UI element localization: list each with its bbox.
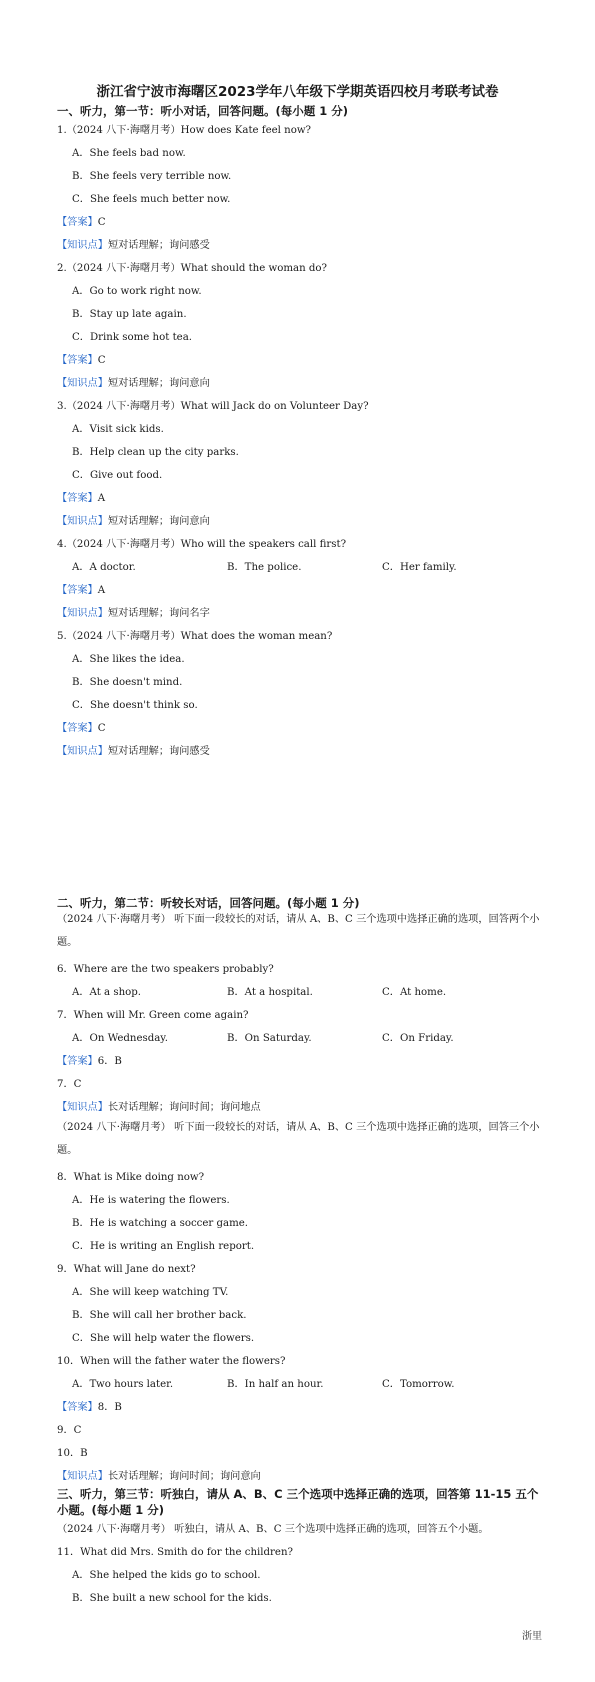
q5-option-a: A．She likes the idea.	[72, 654, 185, 665]
q3-option-a: A．Visit sick kids.	[72, 424, 164, 435]
question-7: 7．When will Mr. Green come again?	[57, 1010, 249, 1021]
q9-option-a: A．She will keep watching TV.	[72, 1287, 229, 1298]
q7-option-a: A．On Wednesday.	[72, 1033, 168, 1044]
question-3: 3.（2024 八下·海曙月考）What will Jack do on Volunteer Day?	[57, 401, 369, 412]
q1-answer: 【答案】C	[57, 217, 106, 228]
q1-option-b: B．She feels very terrible now.	[72, 171, 232, 182]
exam-title: 浙江省宁波市海曙区2023学年八年级下学期英语四校月考联考试卷	[96, 84, 499, 100]
section-2-heading: 二、听力，第二节：听较长对话，回答问题。(每小题 1 分)	[57, 896, 360, 910]
q6-option-b: B．At a hospital.	[227, 987, 313, 998]
section-3-intro: （2024 八下·海曙月考） 听独白，请从 A、B、C 三个选项中选择正确的选项，回答五个小题。	[57, 1524, 489, 1535]
question-2: 2.（2024 八下·海曙月考）What should the woman do?	[57, 263, 328, 274]
q2-answer: 【答案】C	[57, 355, 106, 366]
q4-answer: 【答案】A	[57, 585, 106, 596]
q4-option-b: B．The police.	[227, 562, 302, 573]
section-2-intro-1: （2024 八下·海曙月考） 听下面一段较长的对话，请从 A、B、C 三个选项中选择正确的选项，回答两个小题。	[57, 914, 540, 948]
question-5: 5.（2024 八下·海曙月考）What does the woman mean?	[57, 631, 333, 642]
page-footer: 浙里	[522, 1631, 542, 1642]
q8-10-answer: 【答案】8．B	[57, 1402, 122, 1413]
q9-option-c: C．She will help water the flowers.	[72, 1333, 255, 1344]
q10-option-a: A．Two hours later.	[72, 1379, 174, 1390]
q3-option-b: B．Help clean up the city parks.	[72, 447, 239, 458]
q6-option-c: C．At home.	[382, 987, 447, 998]
q2-option-b: B．Stay up late again.	[72, 309, 187, 320]
question-9: 9．What will Jane do next?	[57, 1264, 196, 1275]
question-6: 6．Where are the two speakers probably?	[57, 964, 274, 975]
question-1: 1.（2024 八下·海曙月考）How does Kate feel now?	[57, 125, 312, 136]
q4-option-c: C．Her family.	[382, 562, 457, 573]
q5-answer: 【答案】C	[57, 723, 106, 734]
q6-option-a: A．At a shop.	[72, 987, 142, 998]
q10-answer: 10．B	[57, 1448, 88, 1459]
q1-option-c: C．She feels much better now.	[72, 194, 231, 205]
q6-7-knowledge-point: 【知识点】长对话理解；询问时间；询问地点	[57, 1102, 261, 1113]
q5-option-b: B．She doesn't mind.	[72, 677, 183, 688]
q5-option-c: C．She doesn't think so.	[72, 700, 198, 711]
q1-knowledge-point: 【知识点】短对话理解；询问感受	[57, 240, 210, 251]
question-11: 11．What did Mrs. Smith do for the children?	[57, 1547, 293, 1558]
q2-option-c: C．Drink some hot tea.	[72, 332, 193, 343]
section-3-heading: 三、听力，第三节：听独白，请从 A、B、C 三个选项中选择正确的选项，回答第 11-15 五个小题。(每小题 1 分)	[57, 1487, 539, 1517]
q3-option-c: C．Give out food.	[72, 470, 163, 481]
q10-option-b: B．In half an hour.	[227, 1379, 324, 1390]
q11-option-a: A．She helped the kids go to school.	[72, 1570, 261, 1581]
q7-answer: 7．C	[57, 1079, 82, 1090]
q8-10-knowledge-point: 【知识点】长对话理解；询问时间；询问意向	[57, 1471, 261, 1482]
section-2-intro-2: （2024 八下·海曙月考） 听下面一段较长的对话，请从 A、B、C 三个选项中选择正确的选项，回答三个小题。	[57, 1122, 540, 1156]
q8-option-c: C．He is writing an English report.	[72, 1241, 255, 1252]
q3-knowledge-point: 【知识点】短对话理解；询问意向	[57, 516, 210, 527]
q6-7-answer: 【答案】6．B	[57, 1056, 122, 1067]
q8-option-a: A．He is watering the flowers.	[72, 1195, 230, 1206]
q9-answer: 9．C	[57, 1425, 82, 1436]
q11-option-b: B．She built a new school for the kids.	[72, 1593, 272, 1604]
section-1-heading: 一、听力，第一节：听小对话，回答问题。(每小题 1 分)	[57, 104, 349, 118]
question-8: 8．What is Mike doing now?	[57, 1172, 205, 1183]
q7-option-b: B．On Saturday.	[227, 1033, 312, 1044]
q2-knowledge-point: 【知识点】短对话理解；询问意向	[57, 378, 210, 389]
q1-option-a: A．She feels bad now.	[72, 148, 186, 159]
q5-knowledge-point: 【知识点】短对话理解；询问感受	[57, 746, 210, 757]
q7-option-c: C．On Friday.	[382, 1033, 454, 1044]
q4-option-a: A．A doctor.	[72, 562, 136, 573]
q4-knowledge-point: 【知识点】短对话理解；询问名字	[57, 608, 210, 619]
q10-option-c: C．Tomorrow.	[382, 1379, 455, 1390]
q8-option-b: B．He is watching a soccer game.	[72, 1218, 249, 1229]
q2-option-a: A．Go to work right now.	[72, 286, 202, 297]
question-4: 4.（2024 八下·海曙月考）Who will the speakers call first?	[57, 539, 347, 550]
question-10: 10．When will the father water the flowers?	[57, 1356, 286, 1367]
q9-option-b: B．She will call her brother back.	[72, 1310, 247, 1321]
q3-answer: 【答案】A	[57, 493, 106, 504]
